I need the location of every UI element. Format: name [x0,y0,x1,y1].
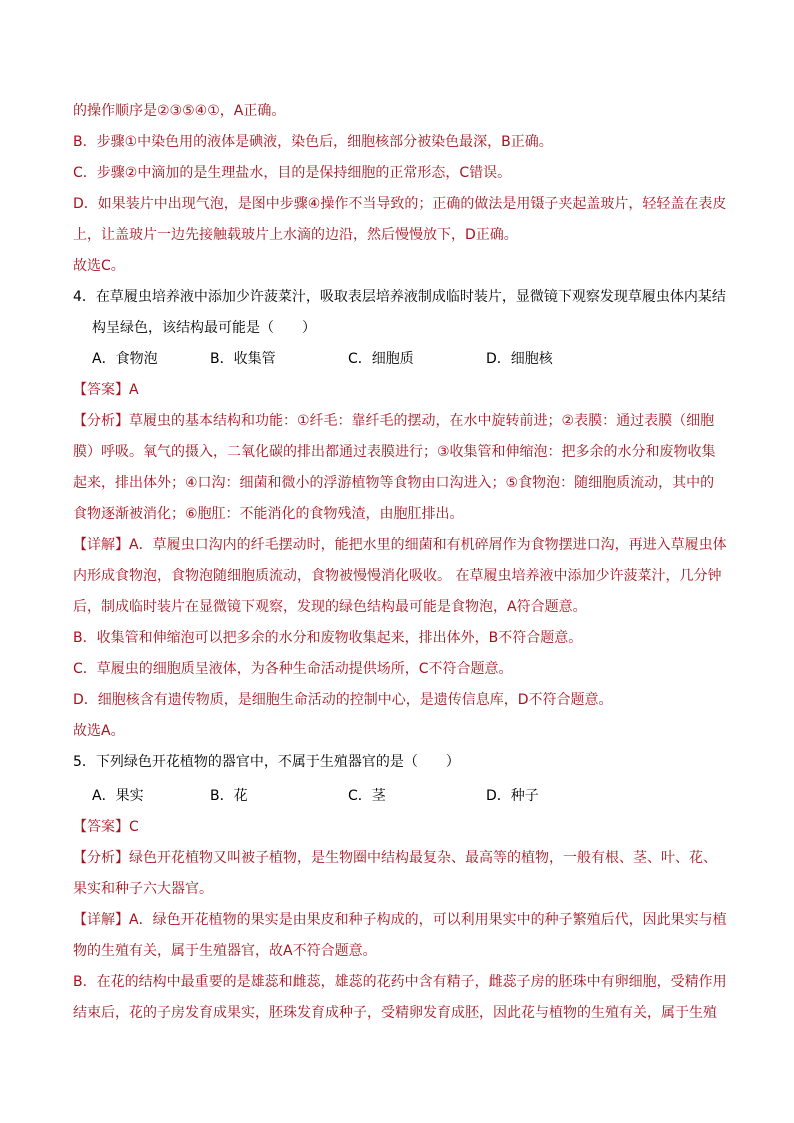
q5-stem: 5．下列绿色开花植物的器官中，不属于生殖器官的是（ ） [73,754,460,770]
answer-tag: 【答案】 [73,819,129,835]
explanation-line: 上，让盖玻片一边先接触载玻片上水滴的边沿，然后慢慢放下，D正确。 [73,227,518,243]
q4-analysis-line: 食物逐渐被消化；⑥胞肛：不能消化的食物残渣，由胞肛排出。 [73,506,464,522]
q4-analysis-line: 起来，排出体外；④口沟：细菌和微小的浮游植物等食物由口沟进入；⑤食物泡：随细胞质流动，其中的 [73,475,715,491]
explanation-line: 故选C。 [73,258,125,274]
analysis-tag: 【分析】 [73,413,129,429]
q4-detail-line: D．细胞核含有遗传物质，是细胞生命活动的控制中心，是遗传信息库，D不符合题意。 [73,692,613,708]
detail-text: A．草履虫口沟内的纤毛摆动时，能把水里的细菌和有机碎屑作为食物摆进口沟，再进入草履虫体 [129,537,727,553]
explanation-line: D．如果装片中出现气泡，是图中步骤④操作不当导致的；正确的做法是用镊子夹起盖玻片，轻轻盖在表皮 [73,196,727,212]
q4-option-a: A．食物泡 [92,351,158,367]
answer-value: C [129,819,139,835]
explanation-line: B．步骤①中染色用的液体是碘液，染色后，细胞核部分被染色最深，B正确。 [73,134,553,150]
answer-value: A [129,382,139,398]
q4-detail-line: 内形成食物泡，食物泡随细胞质流动，食物被慢慢消化吸收。 在草履虫培养液中添加少许菠菜汁，几分钟 [73,568,722,584]
q4-analysis-line: 膜）呼吸。氧气的摄入，二氧化碳的排出都通过表膜进行；③收集管和伸缩泡：把多余的水分和废物收集 [73,444,716,460]
q5-detail [73,910,727,930]
q5-option-d: D．种子 [486,788,539,804]
q5-detail-line: 物的生殖有关，属于生殖器官，故A不符合题意。 [73,943,377,959]
q5-option-c: C．茎 [348,788,386,804]
q5-analysis-line: 果实和种子六大器官。 [73,881,213,897]
q5-answer [73,817,139,837]
detail-text: A．绿色开花植物的果实是由果皮和种子构成的，可以利用果实中的种子繁殖后代，因此果实与植 [129,912,727,928]
analysis-text: 草履虫的基本结构和功能：①纤毛：靠纤毛的摆动，在水中旋转前进；②表膜：通过表膜（细胞 [129,413,715,429]
q4-option-d: D．细胞核 [486,351,553,367]
q4-stem-cont: 构呈绿色，该结构最可能是（ ） [92,320,316,336]
q5-detail-line: B．在花的结构中最重要的是雄蕊和雌蕊，雄蕊的花药中含有精子，雌蕊子房的胚珠中有卵细胞，受精作用 [73,974,727,990]
detail-tag: 【详解】 [73,537,129,553]
q4-analysis [73,411,714,431]
q5-option-a: A．果实 [92,788,144,804]
analysis-tag: 【分析】 [73,850,129,866]
q5-option-b: B．花 [210,788,248,804]
explanation-line: C．步骤②中滴加的是生理盐水，目的是保持细胞的正常形态，C错误。 [73,165,512,181]
explanation-line: 的操作顺序是②③⑤④①，A正确。 [73,103,286,119]
detail-tag: 【详解】 [73,912,129,928]
q4-answer [73,380,139,400]
q4-detail-line: 故选A。 [73,723,125,739]
q4-detail-line: B．收集管和伸缩泡可以把多余的水分和废物收集起来，排出体外，B不符合题意。 [73,630,583,646]
answer-tag: 【答案】 [73,382,129,398]
q5-detail-line: 结束后，花的子房发育成果实，胚珠发育成种子，受精卵发育成胚，因此花与植物的生殖有关，属于生殖 [73,1005,717,1021]
q4-detail-line: 后，制成临时装片在显微镜下观察，发现的绿色结构最可能是食物泡，A符合题意。 [73,599,587,615]
q4-detail-line: C．草履虫的细胞质呈液体，为各种生命活动提供场所，C不符合题意。 [73,661,513,677]
q4-stem: 4．在草履虫培养液中添加少许菠菜汁，吸取表层培养液制成临时装片，显微镜下观察发现草履虫体内某结 [73,289,726,305]
q4-detail [73,535,727,555]
analysis-text: 绿色开花植物又叫被子植物，是生物圈中结构最复杂、最高等的植物，一般有根、茎、叶、花、 [129,850,717,866]
q4-option-b: B．收集管 [210,351,276,367]
q4-option-c: C．细胞质 [348,351,414,367]
q5-analysis [73,848,717,868]
